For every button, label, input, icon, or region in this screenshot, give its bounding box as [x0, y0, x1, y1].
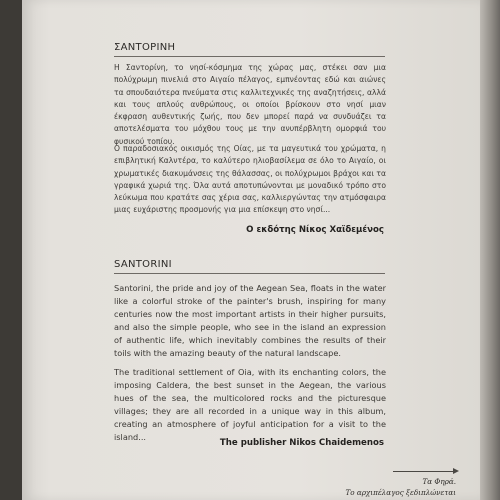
caption-line-2: Το αρχιπέλαγος ξεδιπλώνεται	[345, 488, 456, 497]
greek-heading: ΣΑΝΤΟΡΙΝΗ	[114, 42, 176, 53]
caption-line-1: Τα Φηρά.	[422, 477, 456, 486]
greek-signature: Ο εκδότης Νίκος Χαϊδεμένος	[246, 225, 384, 235]
page-edge-shadow	[480, 0, 500, 500]
english-heading-rule	[114, 273, 385, 274]
english-paragraph-1: Santorini, the pride and joy of the Aegean Sea, floats in the water like a colorful stroke of the painter's brush, inspiring for many centuries now the most important artists in their higher pursuits, and also the simple people, who see in the island an expression of authentic life, which inevitably combines the results of their toils with the amazing beauty of the natural landscape.	[114, 283, 386, 358]
caption-arrow-icon	[453, 468, 459, 474]
english-signature: The publisher Nikos Chaidemenos	[219, 438, 384, 448]
english-paragraph-2: The traditional settlement of Oia, with its enchanting colors, the imposing Caldera, the best sunset in the Aegean, the various hues of the sea, the multicolored rocks and the picturesque villages; they are all recorded in a unique way in this album, creating an atmosphere of joyful anticipation for a visit to the island...	[114, 367, 386, 442]
caption-arrow-line	[393, 471, 455, 472]
greek-paragraph-1: Η Σαντορίνη, το νησί-κόσμημα της χώρας μας, στέκει σαν μια πολύχρωμη πινελιά στο Αιγαίο πέλαγος, εμπνέοντας εδώ και αιώνες τα σπουδαιότερα πνεύματα στις καλλιτεχνικές της αναζητήσεις, αλλά και τους απλούς ανθρώπους, οι οποίοι βρίσκουν στο νησί μιαν έκφραση αυθεντικής ζωής, που δεν μπορεί παρά να συνδυάζει τα αποτελέσματα του μόχθου τους με την ανυπέρβλητη ομορφιά του φυσικού τοπίου.	[114, 63, 386, 146]
english-heading: SANTORINI	[114, 259, 172, 270]
greek-heading-rule	[114, 56, 385, 57]
greek-paragraph-2: Ο παραδοσιακός οικισμός της Οίας, με τα μαγευτικά του χρώματα, η επιβλητική Καλντέρα, το καλύτερο ηλιοβασίλεμα σε όλο το Αιγαίο, οι χρωματικές διακυμάνσεις της θάλασσας, οι πολύχρωμοι βράχοι και τα γραφικά χωριά της. Όλα αυτά αποτυπώνονται με μοναδικό τρόπο στο λεύκωμα που κρατάτε σας χέρια σας, καλλιεργώντας την ατμόσφαιρα μιας ευχάριστης προσμονής για μια επίσκεψη στο νησί...	[114, 144, 386, 215]
